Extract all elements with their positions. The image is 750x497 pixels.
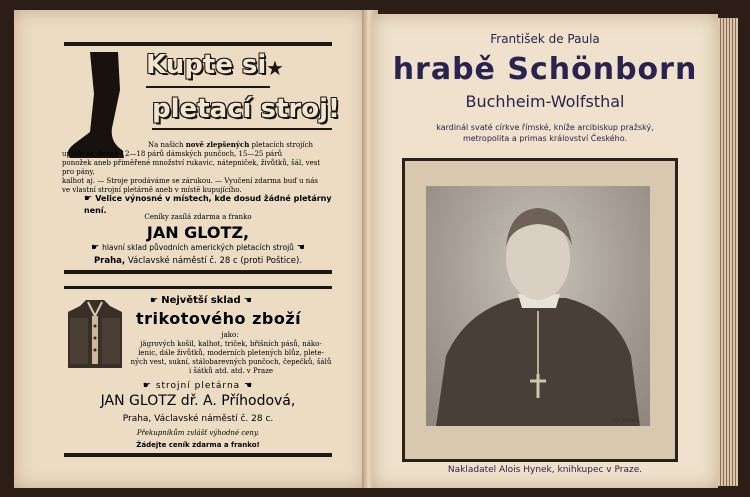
ad1-address-city: Praha, bbox=[93, 256, 126, 266]
ad2-list-2: lenic, dále živůtků, moderních pletených blůz, plete- bbox=[138, 349, 324, 357]
ad2-intro: jako: bbox=[221, 331, 239, 339]
ad2-title-2: trikotového zboží bbox=[136, 309, 302, 328]
ad2-address: Praha, Václavské náměstí č. 28 c. bbox=[122, 414, 274, 424]
title-line: hrabě Schönborn bbox=[392, 52, 698, 87]
pointing-hand-left-icon: ☛ bbox=[91, 243, 103, 253]
ad1-company-desc-text: hlavní sklad původních amerických pletacích strojů bbox=[102, 243, 294, 252]
ad2-title-1-text: Největší sklad bbox=[161, 295, 241, 306]
ad1-company-desc bbox=[64, 243, 332, 253]
bottom-rule bbox=[64, 453, 332, 457]
pointing-hand-icon-5: ☚ bbox=[240, 381, 254, 391]
ad2-title-1 bbox=[150, 295, 332, 306]
cardinal-portrait bbox=[426, 186, 650, 426]
ad2-list-3: ných vest, sukní, stálobarevných punčoch, čepečků, šálů bbox=[130, 358, 332, 366]
description-line-1: kardinál svaté církve římské, kníže arcibiskup pražský, bbox=[436, 123, 654, 132]
pointing-hand-right-icon: ☚ bbox=[293, 243, 305, 253]
ad1-body-2: nově zlepšených bbox=[185, 140, 250, 149]
ad1-body-line-4: kalhot aj. — Stroje prodáváme se zárukou. — Vyučení zdarma buď u nás bbox=[62, 177, 318, 185]
description-line-2: metropolita a primas království Českého. bbox=[462, 134, 628, 143]
ad1-body-1: Na našich bbox=[148, 141, 184, 149]
pointing-hand-icon-4: ☛ bbox=[142, 381, 156, 391]
photo-credit: Fot. Eckert. bbox=[612, 418, 641, 424]
description bbox=[372, 122, 718, 144]
name-line: František de Paula bbox=[490, 32, 600, 46]
pointing-hand-icon: ☛ bbox=[84, 194, 96, 204]
ad1-body-line-5: ve vlastní strojní pletárně aneb v místě kupujícího. bbox=[62, 186, 242, 194]
headline-stroj: pletací stroj! bbox=[152, 94, 340, 124]
ad2-list-1: jägrových košil, kalhot, triček, břišních pásů, náko- bbox=[140, 340, 322, 348]
ad2-top-rule bbox=[64, 286, 332, 289]
ad1-body-line-2: upleté se denně 12—18 párů dámských punčoch, 15—25 párů bbox=[62, 150, 283, 158]
headline-underline bbox=[146, 86, 270, 88]
mid-rule bbox=[64, 270, 332, 274]
headline-kupte: Kupte si bbox=[146, 50, 267, 80]
catalog-note: Ceníky zasílá zdarma a franko bbox=[144, 213, 252, 221]
top-rule bbox=[64, 42, 332, 46]
ad1-address bbox=[64, 256, 332, 266]
publisher: Nakladatel Alois Hynek, knihkupec v Praze. bbox=[447, 465, 643, 475]
ad2-request: Žádejte ceník zdarma a franko! bbox=[136, 441, 260, 449]
ad2-list-4: i šátků atd. atd. v Praze bbox=[188, 367, 274, 375]
page-edges bbox=[718, 18, 738, 486]
pointing-hand-icon-2: ☛ bbox=[150, 296, 162, 306]
shirt-icon bbox=[66, 298, 124, 376]
portrait-figure bbox=[426, 186, 650, 426]
ad2-shop-label-text: strojní pletárna bbox=[155, 381, 241, 391]
headline-underline-2 bbox=[152, 128, 332, 130]
ad1-company: JAN GLOTZ, bbox=[146, 223, 250, 242]
ad2-reseller: Překupníkům zvlášť výhodné ceny. bbox=[136, 429, 260, 437]
ad2-shop-label bbox=[64, 381, 332, 391]
ad2-company: JAN GLOTZ dř. A. Příhodová, bbox=[100, 393, 296, 409]
ad1-body-line-3: ponožek aneb přiměřené množství rukavic, nátepniček, živůtků, šál, vest pro pány, bbox=[62, 159, 321, 176]
ad1-highlight-text: Velice výnosné v místech, kde dosud žádné pletárny není. bbox=[84, 194, 332, 215]
ad1-address-rest: Václavské náměstí č. 28 c (proti Poštice). bbox=[127, 256, 303, 266]
pointing-hand-icon-3: ☚ bbox=[240, 296, 252, 306]
ad1-body bbox=[62, 140, 332, 195]
ad1-body-3: pletacích strojích bbox=[251, 141, 314, 149]
ad2-list bbox=[128, 340, 334, 376]
house-line: Buchheim-Wolfsthal bbox=[465, 92, 625, 111]
star-icon: ★ bbox=[266, 56, 284, 80]
